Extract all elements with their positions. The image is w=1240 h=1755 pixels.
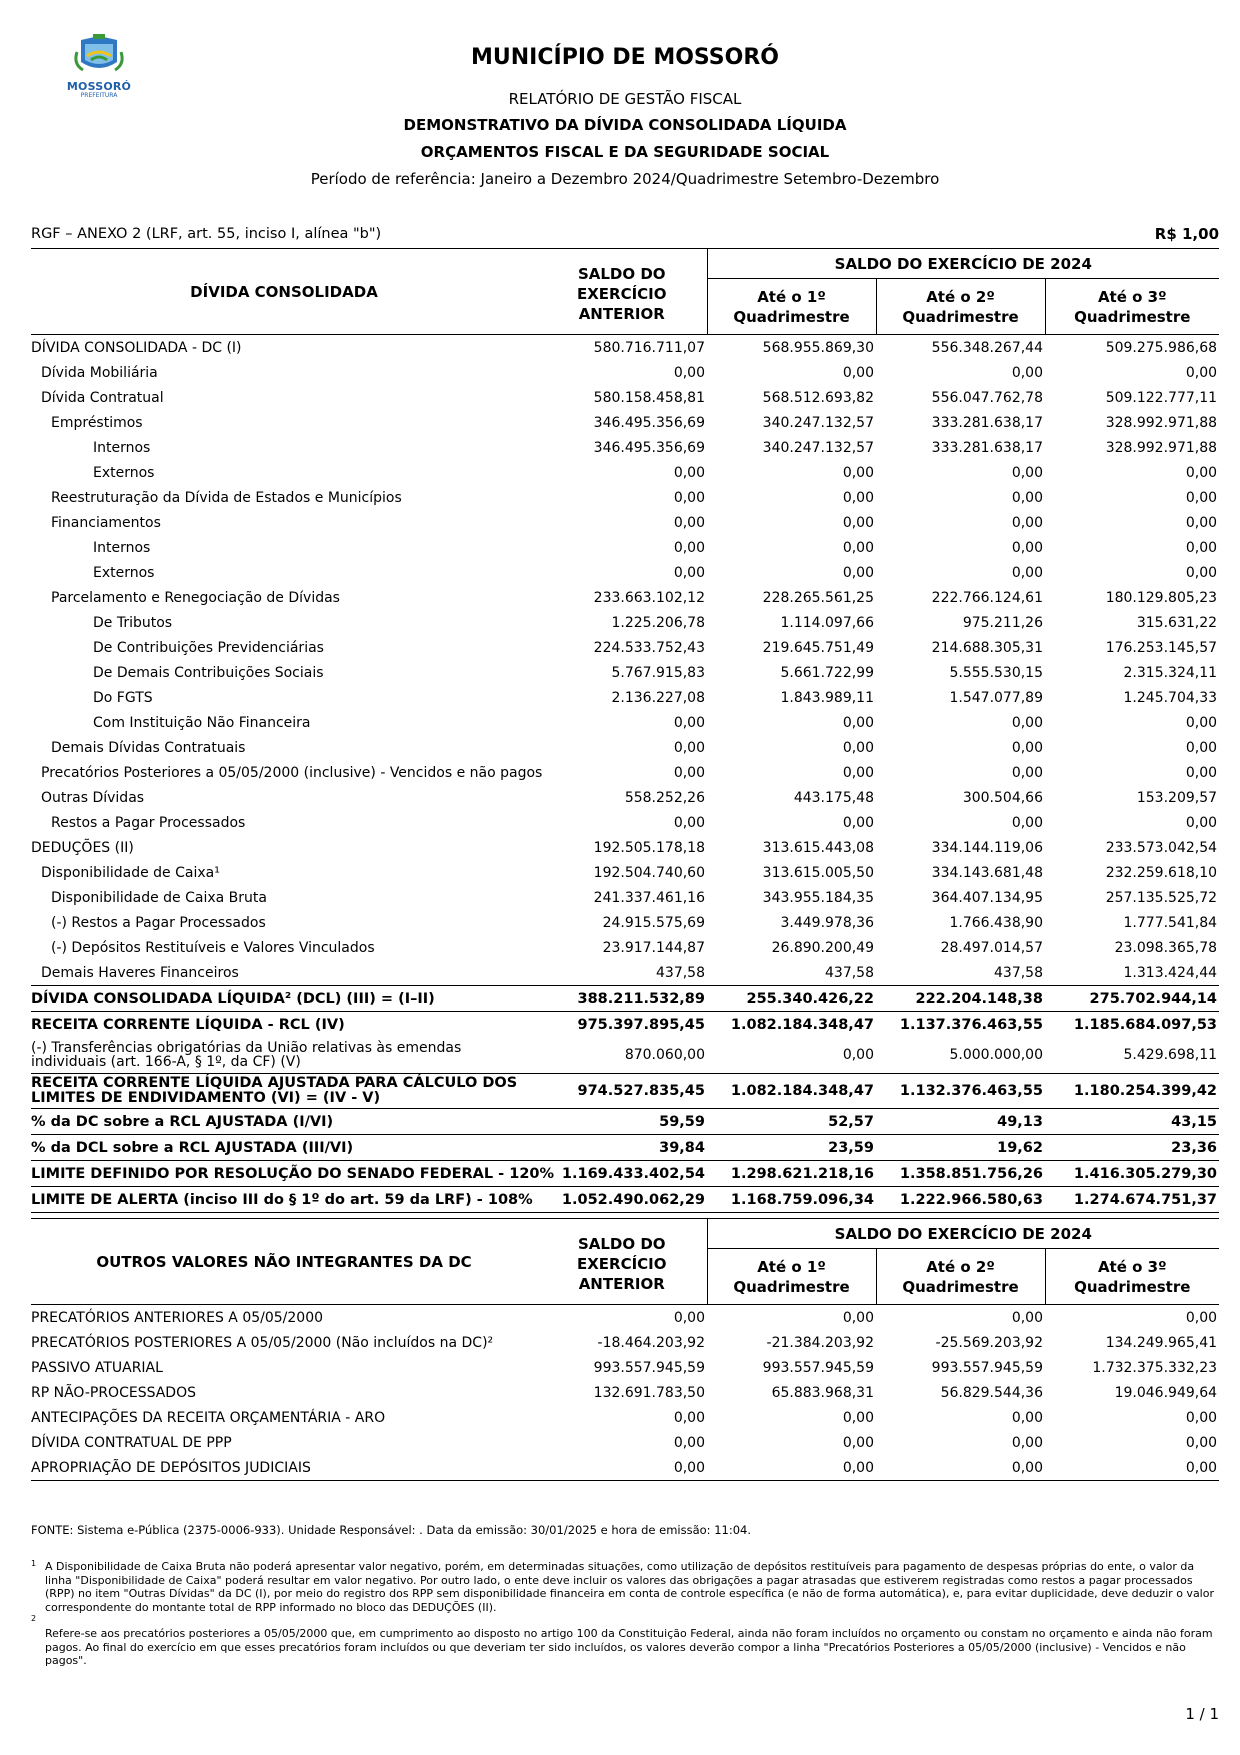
value-cell: 568.512.693,82 xyxy=(762,389,874,406)
q3-header: Até o 3º Quadrimestre xyxy=(1045,1249,1219,1305)
value-cell: 0,00 xyxy=(842,464,874,481)
value-cell: 509.275.986,68 xyxy=(1105,339,1218,356)
value-cell: 300.504,66 xyxy=(962,789,1043,806)
row-label: De Tributos xyxy=(93,614,173,631)
value-cell: 214.688.305,31 xyxy=(931,639,1043,656)
value-cell: 0,00 xyxy=(842,1047,874,1063)
report-subtitle: DEMONSTRATIVO DA DÍVIDA CONSOLIDADA LÍQUIDA xyxy=(403,116,847,134)
value-cell: 56.829.544,36 xyxy=(940,1384,1043,1401)
table-row xyxy=(31,1305,1219,1331)
other-values-table xyxy=(31,1218,1219,1481)
table-row xyxy=(31,960,1219,986)
value-cell: 1.298.621.218,16 xyxy=(707,1161,876,1187)
table-row xyxy=(31,910,1219,935)
value-cell: 0,00 xyxy=(673,564,705,581)
table-row xyxy=(31,385,1219,410)
value-cell: 0,00 xyxy=(1011,739,1043,756)
value-cell: 1.222.966.580,63 xyxy=(876,1187,1045,1213)
value-cell: 437,58 xyxy=(825,964,874,981)
value-cell: 556.348.267,44 xyxy=(931,339,1043,356)
table-row xyxy=(31,1187,1219,1213)
page-number: 1 / 1 xyxy=(1185,1705,1219,1723)
table-row xyxy=(31,860,1219,885)
value-cell: 39,84 xyxy=(537,1135,707,1161)
value-cell: 26.890.200,49 xyxy=(771,939,874,956)
value-cell: 257.135.525,72 xyxy=(1105,889,1218,906)
table-row xyxy=(31,760,1219,785)
value-cell: 0,00 xyxy=(1011,514,1043,531)
table-row xyxy=(31,1135,1219,1161)
footnote-2 xyxy=(31,1615,1219,1668)
table-row xyxy=(31,885,1219,910)
row-label: De Contribuições Previdenciárias xyxy=(93,639,324,656)
table-row xyxy=(31,835,1219,860)
value-cell: 1.416.305.279,30 xyxy=(1045,1161,1219,1187)
label-column-header: OUTROS VALORES NÃO INTEGRANTES DA DC xyxy=(31,1219,537,1305)
row-label: (-) Restos a Pagar Processados xyxy=(51,914,266,931)
value-cell: 1.766.438,90 xyxy=(949,914,1043,931)
value-cell: 1.114.097,66 xyxy=(780,614,874,631)
table-row xyxy=(31,485,1219,510)
value-cell: 313.615.443,08 xyxy=(762,839,874,856)
row-label: Reestruturação da Dívida de Estados e Municípios xyxy=(51,489,402,506)
previous-balance-header: SALDO DO EXERCÍCIO ANTERIOR xyxy=(537,249,707,335)
value-cell: 0,00 xyxy=(673,714,705,731)
value-cell: 52,57 xyxy=(707,1109,876,1135)
value-cell: 255.340.426,22 xyxy=(707,986,876,1012)
value-cell: 5.767.915,83 xyxy=(611,664,705,681)
row-label: Internos xyxy=(93,439,151,456)
page-title: MUNICÍPIO DE MOSSORÓ xyxy=(471,45,779,70)
value-cell: 443.175,48 xyxy=(793,789,874,806)
value-cell: 0,00 xyxy=(673,1434,705,1451)
value-cell: 0,00 xyxy=(1011,539,1043,556)
previous-balance-header: SALDO DO EXERCÍCIO ANTERIOR xyxy=(537,1219,707,1305)
row-label: LIMITE DE ALERTA (inciso III do § 1º do art. 59 da LRF) - 108% xyxy=(31,1187,537,1213)
value-cell: 49,13 xyxy=(876,1109,1045,1135)
q1-header: Até o 1º Quadrimestre xyxy=(707,1249,876,1305)
value-cell: 2.315.324,11 xyxy=(1123,664,1218,681)
value-cell: 43,15 xyxy=(1045,1109,1219,1135)
row-label: Parcelamento e Renegociação de Dívidas xyxy=(51,589,340,606)
value-cell: 0,00 xyxy=(1011,364,1043,381)
table-row xyxy=(31,335,1219,361)
value-cell: 0,00 xyxy=(842,739,874,756)
row-label: RECEITA CORRENTE LÍQUIDA - RCL (IV) xyxy=(31,1012,537,1038)
row-label: (-) Transferências obrigatórias da União relativas às emendas individuais (art. 166-A, § 1º, da CF) (V) xyxy=(31,1040,462,1070)
logo-name: MOSSORÓ xyxy=(66,80,132,93)
value-cell: 0,00 xyxy=(673,1409,705,1426)
value-cell: 222.766.124,61 xyxy=(931,589,1043,606)
value-cell: 222.204.148,38 xyxy=(876,986,1045,1012)
value-cell: 0,00 xyxy=(1185,814,1218,831)
q2-header: Até o 2º Quadrimestre xyxy=(876,1249,1045,1305)
table-row xyxy=(31,610,1219,635)
value-cell: 975.397.895,45 xyxy=(537,1012,707,1038)
value-cell: 23,59 xyxy=(707,1135,876,1161)
value-cell: 19,62 xyxy=(876,1135,1045,1161)
value-cell: 5.000.000,00 xyxy=(949,1047,1043,1063)
row-label: PRECATÓRIOS POSTERIORES A 05/05/2000 (Não incluídos na DC)² xyxy=(31,1334,494,1351)
value-cell: 23.917.144,87 xyxy=(602,939,705,956)
row-label: APROPRIAÇÃO DE DEPÓSITOS JUDICIAIS xyxy=(31,1455,537,1481)
row-label: Externos xyxy=(93,464,155,481)
row-label: LIMITE DEFINIDO POR RESOLUÇÃO DO SENADO FEDERAL - 120% xyxy=(31,1161,537,1187)
value-cell: 328.992.971,88 xyxy=(1105,439,1218,456)
table-row xyxy=(31,1380,1219,1405)
table-row xyxy=(31,635,1219,660)
value-cell: 0,00 xyxy=(1185,464,1218,481)
value-cell: 0,00 xyxy=(1011,814,1043,831)
row-label: Dívida Mobiliária xyxy=(41,364,158,381)
row-label: Disponibilidade de Caixa¹ xyxy=(41,864,220,881)
row-label: % da DCL sobre a RCL AJUSTADA (III/VI) xyxy=(31,1135,537,1161)
value-cell: 3.449.978,36 xyxy=(780,914,874,931)
value-cell: 0,00 xyxy=(1185,364,1218,381)
value-cell: 313.615.005,50 xyxy=(762,864,874,881)
row-label: Com Instituição Não Financeira xyxy=(93,714,311,731)
value-cell: 0,00 xyxy=(842,539,874,556)
table-row xyxy=(31,410,1219,435)
row-label: % da DC sobre a RCL AJUSTADA (I/VI) xyxy=(31,1109,537,1135)
value-cell: 388.211.532,89 xyxy=(537,986,707,1012)
table-row xyxy=(31,685,1219,710)
value-cell: 0,00 xyxy=(673,814,705,831)
value-cell: 328.992.971,88 xyxy=(1105,414,1218,431)
value-cell: 0,00 xyxy=(842,714,874,731)
value-cell: 1.732.375.332,23 xyxy=(1092,1359,1218,1376)
value-cell: 0,00 xyxy=(1185,564,1218,581)
table-row xyxy=(31,585,1219,610)
value-cell: 0,00 xyxy=(842,1309,874,1326)
value-cell: 333.281.638,17 xyxy=(931,439,1043,456)
value-cell: 0,00 xyxy=(1011,464,1043,481)
value-cell: 224.533.752,43 xyxy=(593,639,705,656)
value-cell: 1.358.851.756,26 xyxy=(876,1161,1045,1187)
annex-label: RGF – ANEXO 2 (LRF, art. 55, inciso I, alínea "b") xyxy=(31,226,382,242)
value-cell: 1.777.541,84 xyxy=(1123,914,1218,931)
table-row xyxy=(31,986,1219,1012)
table-row xyxy=(31,735,1219,760)
row-label: Financiamentos xyxy=(51,514,161,531)
table-row xyxy=(31,1037,1219,1074)
value-cell: 1.313.424,44 xyxy=(1123,964,1218,981)
value-cell: 0,00 xyxy=(1185,539,1218,556)
value-cell: 568.955.869,30 xyxy=(762,339,874,356)
value-cell: 0,00 xyxy=(1185,739,1218,756)
value-cell: 0,00 xyxy=(842,564,874,581)
value-cell: 1.168.759.096,34 xyxy=(707,1187,876,1213)
value-cell: 1.132.376.463,55 xyxy=(876,1074,1045,1109)
value-cell: 437,58 xyxy=(994,964,1043,981)
row-label: Dívida Contratual xyxy=(41,389,164,406)
report-scope: ORÇAMENTOS FISCAL E DA SEGURIDADE SOCIAL xyxy=(420,143,830,161)
value-cell: 0,00 xyxy=(1185,1409,1218,1426)
value-cell: 0,00 xyxy=(842,514,874,531)
value-cell: 315.631,22 xyxy=(1136,614,1218,631)
row-label: DÍVIDA CONSOLIDADA LÍQUIDA² (DCL) (III) = (I–II) xyxy=(31,986,537,1012)
value-cell: 0,00 xyxy=(1011,714,1043,731)
value-cell: 870.060,00 xyxy=(624,1047,705,1063)
footnote-mark: 1 xyxy=(31,1559,37,1568)
value-cell: -21.384.203,92 xyxy=(766,1334,874,1351)
value-cell: 0,00 xyxy=(876,1455,1045,1481)
value-cell: 219.645.751,49 xyxy=(762,639,874,656)
table-row xyxy=(31,1074,1219,1109)
value-cell: 0,00 xyxy=(673,489,705,506)
table-row xyxy=(31,935,1219,960)
value-cell: 1.052.490.062,29 xyxy=(537,1187,707,1213)
value-cell: 0,00 xyxy=(842,814,874,831)
value-cell: 580.158.458,81 xyxy=(593,389,705,406)
value-cell: 0,00 xyxy=(842,764,874,781)
row-label: Externos xyxy=(93,564,155,581)
value-cell: 59,59 xyxy=(537,1109,707,1135)
value-cell: 0,00 xyxy=(673,764,705,781)
value-cell: 340.247.132,57 xyxy=(762,414,874,431)
value-cell: 19.046.949,64 xyxy=(1114,1384,1218,1401)
value-cell: 134.249.965,41 xyxy=(1105,1334,1218,1351)
value-cell: 1.169.433.402,54 xyxy=(537,1161,707,1187)
value-cell: 0,00 xyxy=(1011,1309,1043,1326)
row-label: PASSIVO ATUARIAL xyxy=(31,1359,163,1376)
row-label: DÍVIDA CONSOLIDADA - DC (I) xyxy=(31,339,242,356)
value-cell: 334.143.681,48 xyxy=(931,864,1043,881)
value-cell: 0,00 xyxy=(842,1409,874,1426)
value-cell: 28.497.014,57 xyxy=(940,939,1043,956)
value-cell: 2.136.227,08 xyxy=(611,689,705,706)
value-cell: 0,00 xyxy=(707,1455,876,1481)
table-row xyxy=(31,560,1219,585)
value-cell: 228.265.561,25 xyxy=(762,589,874,606)
row-label: DEDUÇÕES (II) xyxy=(31,839,134,856)
value-cell: 0,00 xyxy=(1185,514,1218,531)
table-row xyxy=(31,1430,1219,1455)
value-cell: 0,00 xyxy=(1185,764,1218,781)
value-cell: 275.702.944,14 xyxy=(1045,986,1219,1012)
value-cell: 343.955.184,35 xyxy=(762,889,874,906)
value-cell: 1.082.184.348,47 xyxy=(707,1074,876,1109)
value-cell: 0,00 xyxy=(673,1309,705,1326)
value-cell: 241.337.461,16 xyxy=(593,889,705,906)
table-row xyxy=(31,810,1219,835)
value-cell: 0,00 xyxy=(1011,564,1043,581)
table-row xyxy=(31,785,1219,810)
row-label: Internos xyxy=(93,539,151,556)
report-name: RELATÓRIO DE GESTÃO FISCAL xyxy=(508,90,742,108)
row-label: RECEITA CORRENTE LÍQUIDA AJUSTADA PARA CÁLCULO DOS LIMITES DE ENDIVIDAMENTO (VI) = (IV - V) xyxy=(31,1074,537,1109)
value-cell: 5.429.698,11 xyxy=(1123,1047,1218,1063)
value-cell: 346.495.356,69 xyxy=(593,439,705,456)
value-cell: 0,00 xyxy=(673,364,705,381)
reference-period: Período de referência: Janeiro a Dezembro 2024/Quadrimestre Setembro-Dezembro xyxy=(310,170,940,188)
q2-header: Até o 2º Quadrimestre xyxy=(876,279,1045,335)
row-label: (-) Depósitos Restituíveis e Valores Vinculados xyxy=(51,939,375,956)
footnote-text: Refere-se aos precatórios posteriores a 05/05/2000 que, em cumprimento ao disposto no artigo 100 da Constituição Federal, ainda não foram incluídos no orçamento ou constam no orçamento e ainda não foram pagos. Ao final do exercício em que esses precatórios foram incluídos ou que deveriam ter sido incluídos, os valores deverão compor a linha "Precatórios Posteriores a 05/05/2000 (inclusive) - Vencidos e não pagos". xyxy=(45,1627,1213,1667)
value-cell: 5.661.722,99 xyxy=(780,664,874,681)
value-cell: 0,00 xyxy=(1011,1434,1043,1451)
year-balance-group-header: SALDO DO EXERCÍCIO DE 2024 xyxy=(707,1219,1219,1249)
value-cell: 1.547.077,89 xyxy=(949,689,1043,706)
value-cell: -25.569.203,92 xyxy=(935,1334,1043,1351)
table-row xyxy=(31,1109,1219,1135)
value-cell: 580.716.711,07 xyxy=(593,339,705,356)
table-row xyxy=(31,1455,1219,1481)
value-cell: 1.185.684.097,53 xyxy=(1045,1012,1219,1038)
table-row xyxy=(31,1330,1219,1355)
value-cell: 346.495.356,69 xyxy=(593,414,705,431)
table-row xyxy=(31,435,1219,460)
value-cell: 0,00 xyxy=(1185,714,1218,731)
footnote-text: A Disponibilidade de Caixa Bruta não poderá apresentar valor negativo, porém, em determinadas situações, como utilização de depósitos restituíveis para pagamento de despesas próprias do ente, o valor da linha "Disponibilidade de Caixa" poderá resultar em valor negativo. Por outro lado, o ente deve incluir os valores das obrigações a pagar atrasadas que estiverem registradas como restos a pagar processados (RPP) no item "Outras Dívidas" da DC (I), por meio do registro dos RPP sem disponibilidade financeira em conta de controle específica (e não de forma automática), e, para evitar duplicidade, deve deduzir o valor correspondente do montante total de RPP informado no bloco das DEDUÇÕES (II). xyxy=(45,1560,1214,1614)
row-label: Precatórios Posteriores a 05/05/2000 (inclusive) - Vencidos e não pagos xyxy=(41,764,543,781)
value-cell: 1.180.254.399,42 xyxy=(1045,1074,1219,1109)
value-cell: 0,00 xyxy=(1185,1434,1218,1451)
q3-header: Até o 3º Quadrimestre xyxy=(1045,279,1219,335)
value-cell: 1.274.674.751,37 xyxy=(1045,1187,1219,1213)
row-label: Restos a Pagar Processados xyxy=(51,814,246,831)
value-cell: 0,00 xyxy=(1045,1455,1219,1481)
value-cell: 180.129.805,23 xyxy=(1105,589,1218,606)
value-cell: 0,00 xyxy=(537,1455,707,1481)
value-cell: 192.505.178,18 xyxy=(593,839,705,856)
value-cell: 0,00 xyxy=(1185,489,1218,506)
footnote-mark: 2 xyxy=(31,1614,37,1623)
value-cell: 1.843.989,11 xyxy=(780,689,874,706)
value-cell: 5.555.530,15 xyxy=(949,664,1043,681)
table-row xyxy=(31,510,1219,535)
value-cell: 0,00 xyxy=(673,464,705,481)
value-cell: 0,00 xyxy=(673,514,705,531)
value-cell: 340.247.132,57 xyxy=(762,439,874,456)
value-cell: 556.047.762,78 xyxy=(931,389,1043,406)
value-cell: 993.557.945,59 xyxy=(593,1359,705,1376)
row-label: Do FGTS xyxy=(93,689,153,706)
value-cell: 0,00 xyxy=(673,739,705,756)
value-cell: 0,00 xyxy=(673,539,705,556)
row-label: RP NÃO-PROCESSADOS xyxy=(31,1384,196,1401)
value-cell: 558.252,26 xyxy=(624,789,705,806)
row-label: ANTECIPAÇÕES DA RECEITA ORÇAMENTÁRIA - ARO xyxy=(31,1409,386,1426)
value-cell: 509.122.777,11 xyxy=(1105,389,1218,406)
value-cell: 0,00 xyxy=(1185,1309,1218,1326)
table-row xyxy=(31,460,1219,485)
value-cell: 23,36 xyxy=(1045,1135,1219,1161)
table-row xyxy=(31,1161,1219,1187)
value-cell: 993.557.945,59 xyxy=(931,1359,1043,1376)
value-cell: 192.504.740,60 xyxy=(593,864,705,881)
value-cell: 65.883.968,31 xyxy=(771,1384,874,1401)
value-cell: 0,00 xyxy=(1011,489,1043,506)
value-cell: 1.137.376.463,55 xyxy=(876,1012,1045,1038)
value-cell: 975.211,26 xyxy=(962,614,1043,631)
table-row xyxy=(31,360,1219,385)
value-cell: 1.225.206,78 xyxy=(611,614,705,631)
q1-header: Até o 1º Quadrimestre xyxy=(707,279,876,335)
value-cell: 993.557.945,59 xyxy=(762,1359,874,1376)
value-cell: 24.915.575,69 xyxy=(602,914,705,931)
row-label: Outras Dívidas xyxy=(41,789,145,806)
footnote-1 xyxy=(31,1560,1219,1614)
consolidated-debt-table xyxy=(31,248,1219,1213)
value-cell: 23.098.365,78 xyxy=(1114,939,1218,956)
value-cell: 0,00 xyxy=(1011,764,1043,781)
value-cell: 1.245.704,33 xyxy=(1123,689,1218,706)
value-cell: 0,00 xyxy=(842,364,874,381)
source-note: FONTE: Sistema e-Pública (2375-0006-933). Unidade Responsável: . Data da emissão: 30/01/2025 e hora de emissão: 11:04. xyxy=(31,1523,751,1537)
value-cell: 334.144.119,06 xyxy=(931,839,1043,856)
table-row xyxy=(31,1012,1219,1038)
row-label: De Demais Contribuições Sociais xyxy=(93,664,324,681)
value-cell: 1.082.184.348,47 xyxy=(707,1012,876,1038)
row-label: PRECATÓRIOS ANTERIORES A 05/05/2000 xyxy=(31,1309,324,1326)
row-label: Disponibilidade de Caixa Bruta xyxy=(51,889,267,906)
logo-subtitle: PREFEITURA xyxy=(80,92,118,99)
row-label: Demais Haveres Financeiros xyxy=(41,964,239,981)
value-cell: 974.527.835,45 xyxy=(537,1074,707,1109)
table-row xyxy=(31,535,1219,560)
table-row xyxy=(31,1355,1219,1380)
value-cell: 333.281.638,17 xyxy=(931,414,1043,431)
value-cell: -18.464.203,92 xyxy=(597,1334,705,1351)
row-label: DÍVIDA CONTRATUAL DE PPP xyxy=(31,1434,232,1451)
table-row xyxy=(31,1405,1219,1430)
value-cell: 437,58 xyxy=(656,964,705,981)
currency-unit: R$ 1,00 xyxy=(1154,225,1219,243)
value-cell: 132.691.783,50 xyxy=(593,1384,705,1401)
label-column-header: DÍVIDA CONSOLIDADA xyxy=(31,249,537,335)
table-row xyxy=(31,710,1219,735)
value-cell: 0,00 xyxy=(842,1434,874,1451)
value-cell: 0,00 xyxy=(842,489,874,506)
row-label: Empréstimos xyxy=(51,414,143,431)
value-cell: 176.253.145,57 xyxy=(1105,639,1218,656)
value-cell: 233.663.102,12 xyxy=(593,589,705,606)
value-cell: 0,00 xyxy=(1011,1409,1043,1426)
value-cell: 233.573.042,54 xyxy=(1105,839,1218,856)
year-balance-group-header: SALDO DO EXERCÍCIO DE 2024 xyxy=(707,249,1219,279)
value-cell: 232.259.618,10 xyxy=(1105,864,1218,881)
row-label: Demais Dívidas Contratuais xyxy=(51,739,246,756)
value-cell: 153.209,57 xyxy=(1136,789,1218,806)
value-cell: 364.407.134,95 xyxy=(931,889,1043,906)
table-row xyxy=(31,660,1219,685)
